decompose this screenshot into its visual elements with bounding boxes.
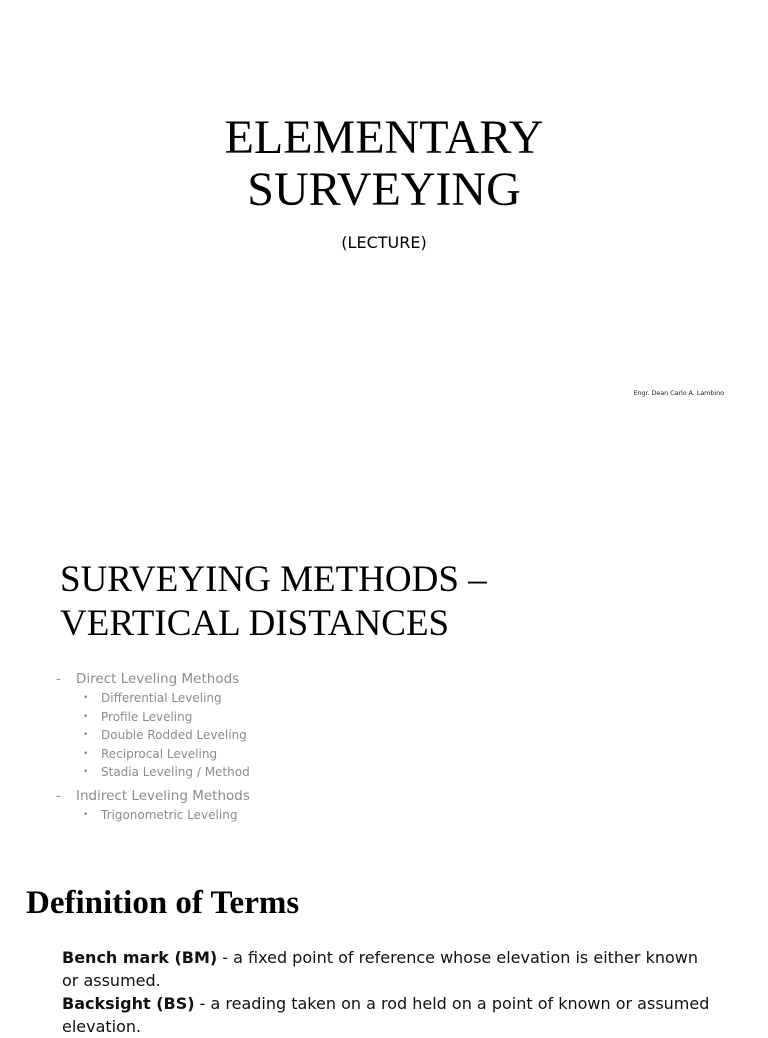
bullet-icon: •	[83, 748, 89, 759]
definition-text: - a reading taken on a rod held on a point of known or assumed elevation.	[62, 994, 710, 1036]
method-group-heading	[56, 669, 250, 689]
sub-method-list	[56, 689, 250, 782]
definition-term: Bench mark (BM)	[62, 948, 218, 967]
list-item	[83, 689, 250, 708]
list-item	[83, 745, 250, 764]
list-item-label: Stadia Leveling / Method	[101, 765, 250, 779]
methods-slide	[0, 470, 768, 850]
list-item	[83, 806, 250, 825]
list-item-label: Profile Leveling	[101, 709, 193, 724]
section-title	[60, 558, 487, 646]
definition-item	[62, 946, 712, 992]
main-title-line-1: ELEMENTARY	[224, 111, 544, 164]
main-title-line-2: SURVEYING	[247, 163, 521, 216]
sub-method-list	[56, 806, 250, 825]
dash-marker: -	[56, 671, 61, 687]
definition-text: - a fixed point of reference whose elevation is either known or assumed.	[62, 948, 698, 990]
bullet-icon: •	[83, 767, 89, 777]
list-item-label: Differential Leveling	[101, 691, 222, 705]
list-item	[83, 763, 250, 782]
method-group-indirect	[56, 786, 250, 825]
list-item-label: Double Rodded Leveling	[101, 728, 247, 742]
section-title-line-2: VERTICAL DISTANCES	[60, 603, 450, 644]
subtitle: (LECTURE)	[341, 233, 427, 252]
method-group-label: Indirect Leveling Methods	[76, 787, 250, 804]
title-slide	[0, 0, 768, 470]
definitions-slide	[0, 850, 768, 1036]
method-group-label: Direct Leveling Methods	[76, 671, 240, 687]
dash-marker: -	[56, 787, 61, 804]
list-item	[83, 726, 250, 745]
definition-item	[62, 992, 712, 1038]
method-list	[56, 669, 250, 828]
method-group-direct	[56, 669, 250, 782]
bullet-icon: •	[83, 693, 89, 703]
author-name: Engr. Dean Carlo A. Lambino	[633, 389, 724, 397]
bullet-icon: •	[83, 809, 89, 820]
section-title-line-1: SURVEYING METHODS –	[60, 559, 487, 600]
list-item-label: Reciprocal Leveling	[101, 746, 218, 761]
method-group-heading	[56, 786, 250, 806]
main-title	[0, 112, 768, 216]
definitions-title: Definition of Terms	[26, 885, 300, 921]
list-item	[83, 708, 250, 727]
bullet-icon: •	[83, 711, 89, 722]
definition-list	[62, 946, 712, 1038]
definition-term: Backsight (BS)	[62, 994, 195, 1013]
list-item-label: Trigonometric Leveling	[101, 807, 238, 822]
bullet-icon: •	[83, 730, 89, 740]
